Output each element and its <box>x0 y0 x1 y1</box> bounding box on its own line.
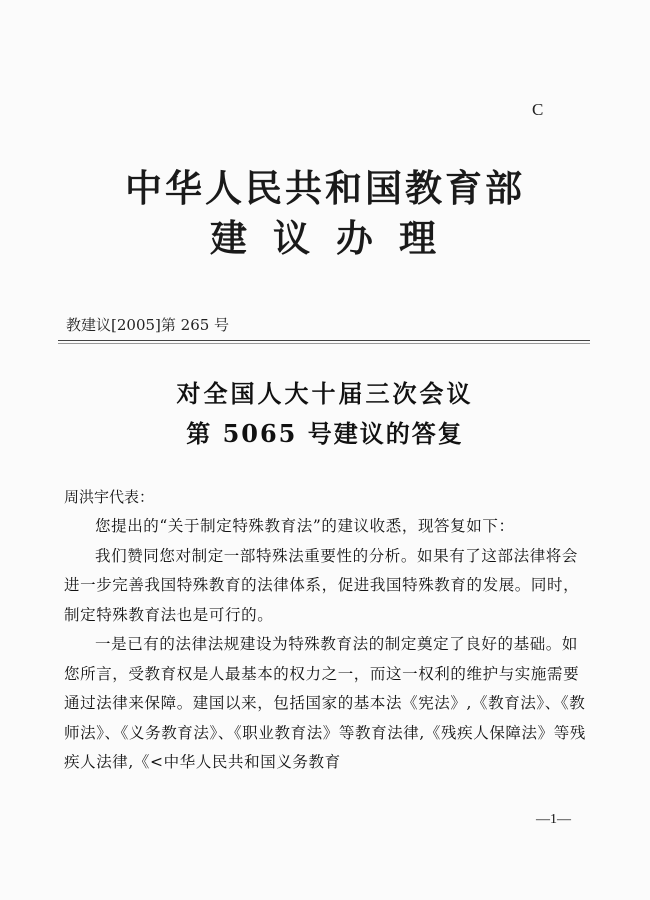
document-title-line-2: 第 5065 号建议的答复 <box>186 419 464 448</box>
body-text <box>64 512 588 778</box>
header-divider <box>58 340 590 341</box>
document-number: 教建议[2005]第 265 号 <box>66 316 230 334</box>
document-type-heading: 建议办理 <box>210 216 462 260</box>
salutation: 周洪宇代表： <box>64 488 155 506</box>
header-divider-thin <box>58 343 590 344</box>
paragraph: 您提出的“关于制定特殊教育法”的建议收悉，现答复如下： <box>95 517 515 535</box>
ministry-name: 中华人民共和国教育部 <box>125 166 525 210</box>
paragraph: 一是已有的法律法规建设为特殊教育法的制定奠定了良好的基础。如您所言，受教育权是人最基本的权力之一，而这一权利的维护与实施需要通过法律来保障。建国以来，包括国家的基本法《宪法》,《教育法》、《教师法》、《义务教育法》、《职业教育法》等教育法律,《残疾人保障法》等残疾人法律,《<中华人民共和国义务教育 <box>64 635 586 771</box>
page-number: —1— <box>536 812 571 827</box>
corner-mark: C <box>532 100 544 119</box>
document-title-line-1: 对全国人大十届三次会议 <box>176 379 474 408</box>
paragraph: 我们赞同您对制定一部特殊法重要性的分析。如果有了这部法律将会进一步完善我国特殊教育的法律体系，促进我国特殊教育的发展。同时，制定特殊教育法也是可行的。 <box>64 546 580 624</box>
